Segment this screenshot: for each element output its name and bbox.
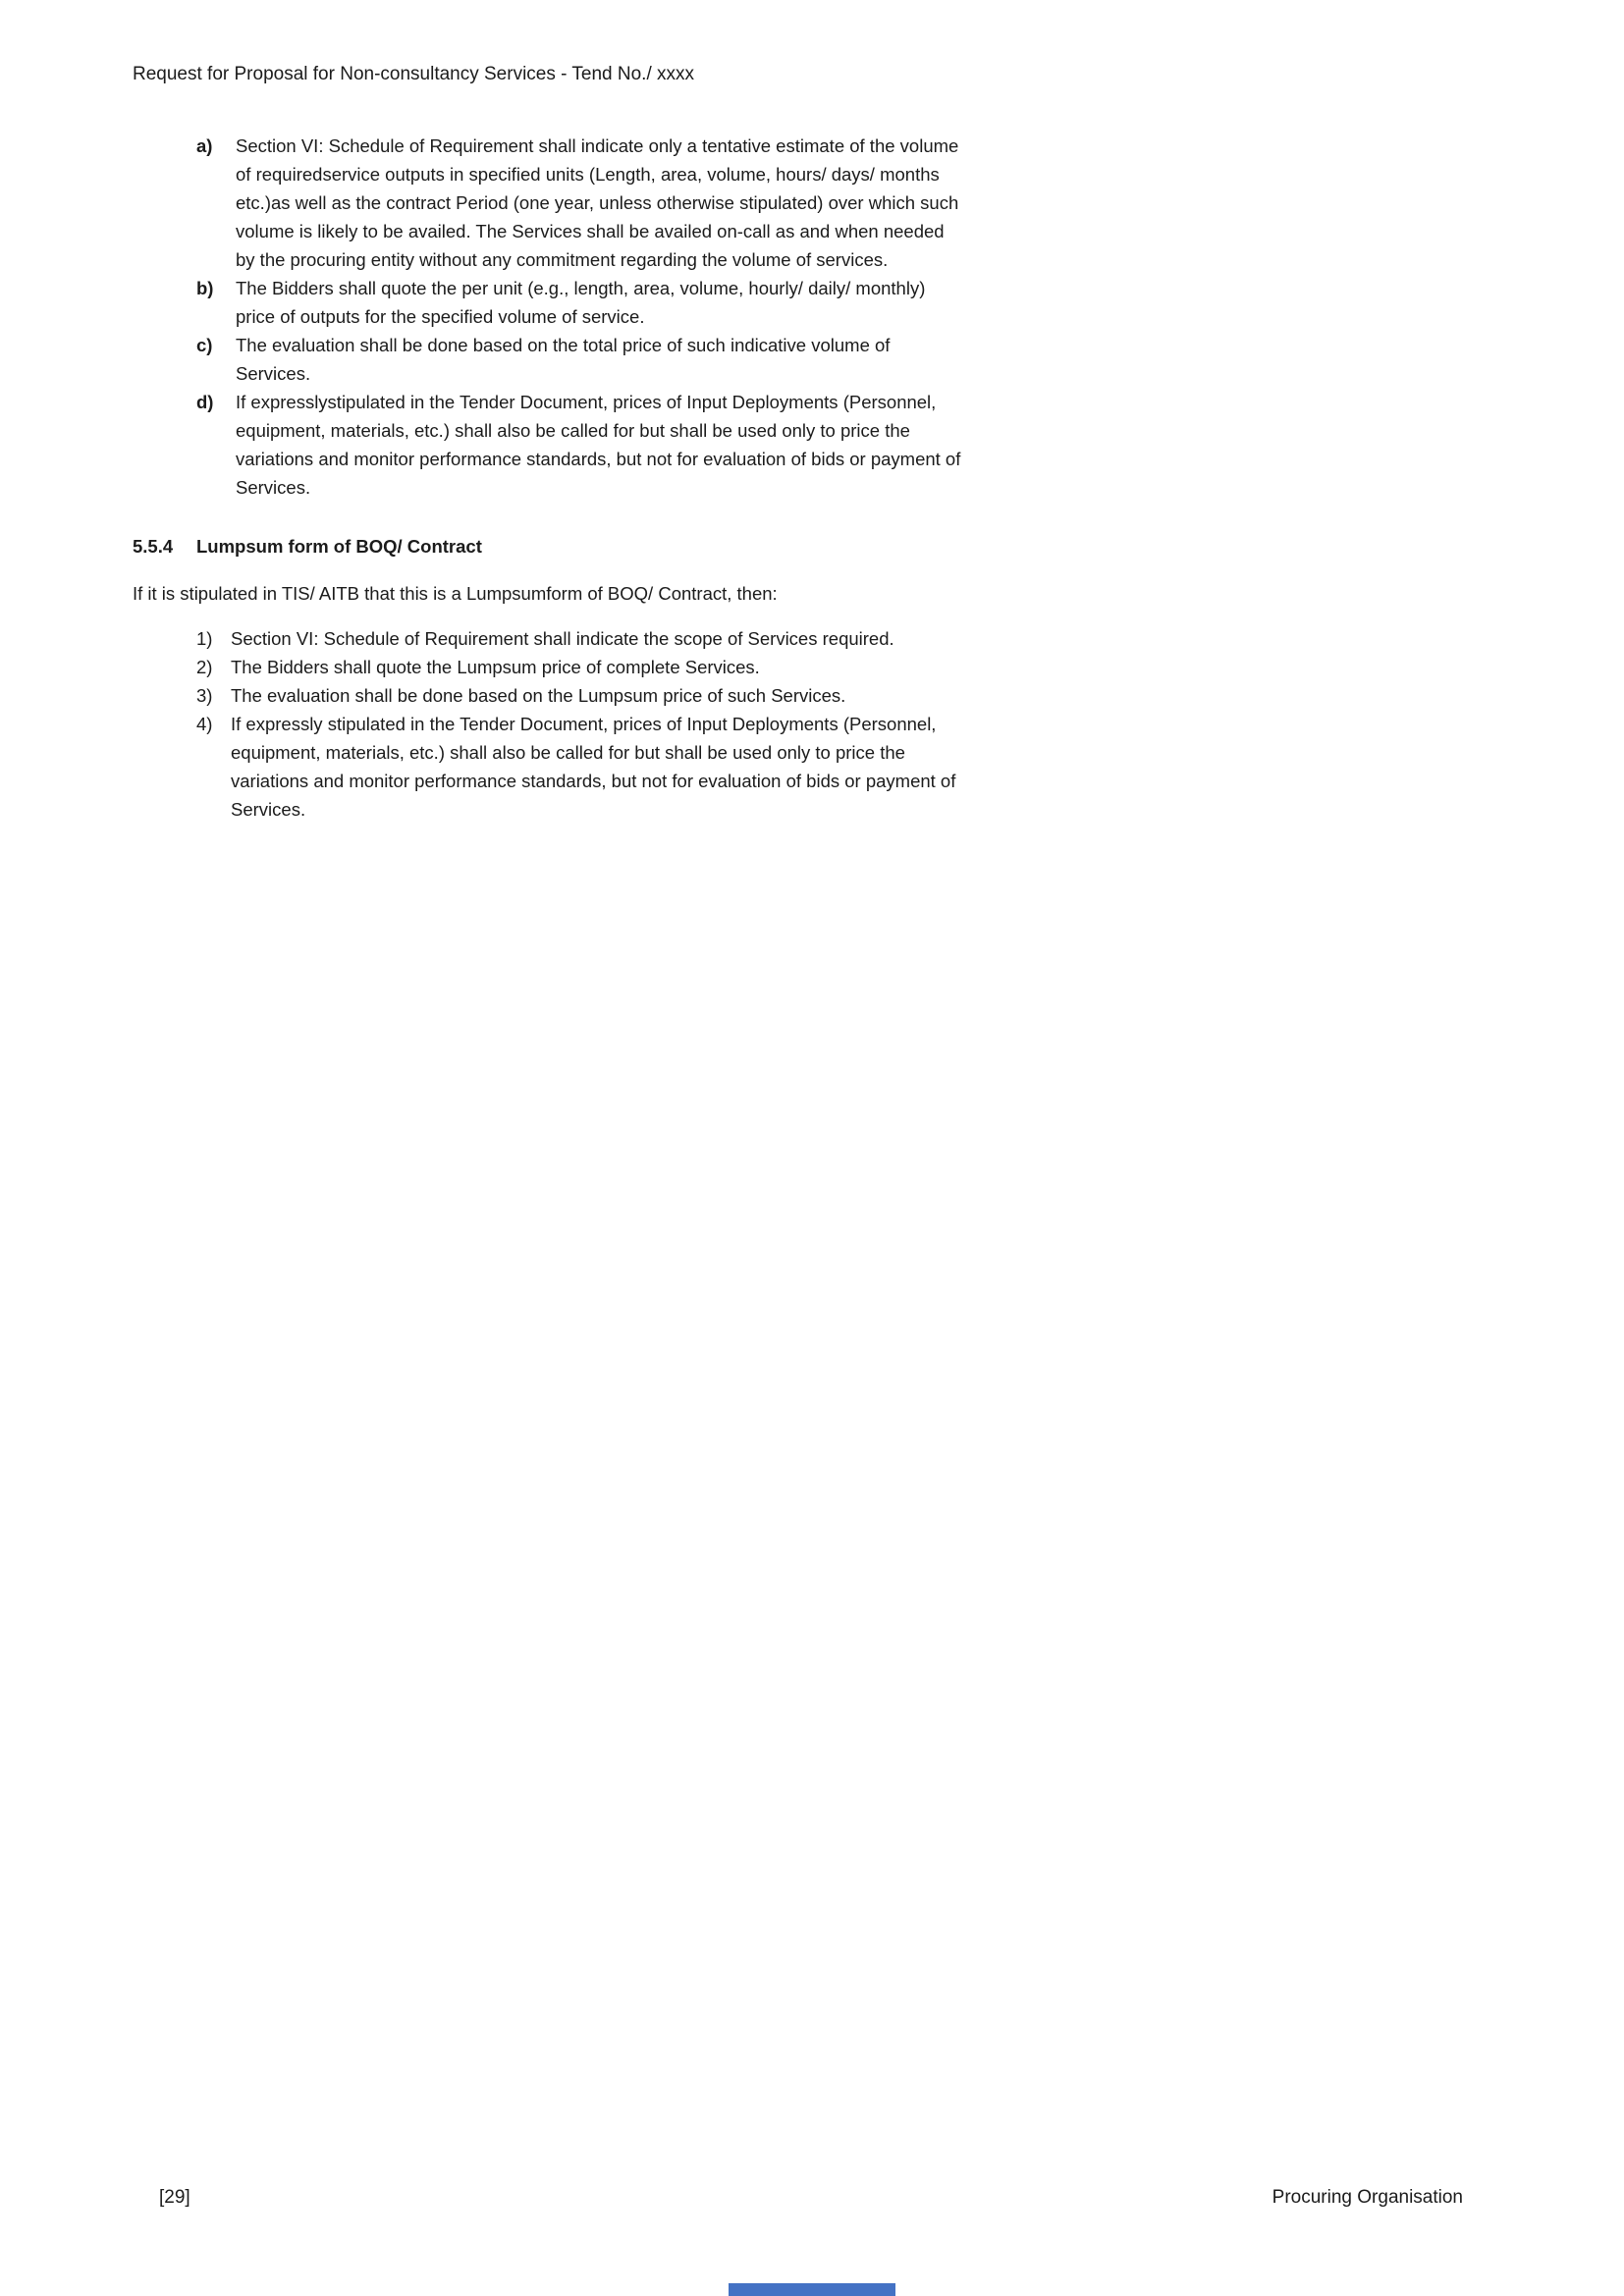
item-text: If expresslystipulated in the Tender Document, prices of Input Deployments (Personnel, equipment, materials, etc.) shall also be called for but shall be used only to price the variations and monitor performance standards, but not for evaluation of bids or payment of Services. xyxy=(236,392,961,498)
page-footer xyxy=(159,2186,1463,2210)
list-item-1 xyxy=(133,624,997,653)
item-text: The evaluation shall be done based on the total price of such indicative volume of Services. xyxy=(236,335,891,384)
item-marker: a) xyxy=(196,135,213,156)
numbered-list xyxy=(133,624,997,824)
list-item-c xyxy=(133,331,997,388)
section-number: 5.5.4 xyxy=(133,536,174,557)
item-marker: 3) xyxy=(196,685,213,706)
item-marker: c) xyxy=(196,335,213,355)
item-text: The Bidders shall quote the Lumpsum price of complete Services. xyxy=(231,657,760,677)
list-item-2 xyxy=(133,653,997,681)
item-text: Section VI: Schedule of Requirement shall indicate the scope of Services required. xyxy=(231,628,894,649)
bottom-accent-bar xyxy=(729,2283,895,2296)
list-item-3 xyxy=(133,681,997,710)
header-title: Request for Proposal for Non-consultancy Services - Tend No./ xxxx xyxy=(133,64,695,84)
intro-paragraph: If it is stipulated in TIS/ AITB that this is a Lumpsumform of BOQ/ Contract, then: xyxy=(133,583,778,604)
item-marker: b) xyxy=(196,278,214,298)
item-marker: 1) xyxy=(196,628,213,649)
section-title: Lumpsum form of BOQ/ Contract xyxy=(196,536,482,557)
item-text: The Bidders shall quote the per unit (e.g., length, area, volume, hourly/ daily/ monthly) price of outputs for the specified volume of service. xyxy=(236,278,926,327)
item-text: Section VI: Schedule of Requirement shall indicate only a tentative estimate of the volume of requiredservice outputs in specified units (Length, area, volume, hours/ days/ months etc.)as well as the contract Period (one year, unless otherwise stipulated) over which such volume is likely to be availed. The Services shall be availed on-call as and when needed by the procuring entity without any commitment regarding the volume of services. xyxy=(236,135,959,270)
document-body xyxy=(133,132,997,824)
list-item-a xyxy=(133,132,997,274)
list-item-b xyxy=(133,274,997,331)
list-item-4 xyxy=(133,710,997,824)
item-marker: d) xyxy=(196,392,214,412)
item-text: The evaluation shall be done based on the Lumpsum price of such Services. xyxy=(231,685,846,706)
item-marker: 4) xyxy=(196,714,213,734)
item-text: If expressly stipulated in the Tender Document, prices of Input Deployments (Personnel, equipment, materials, etc.) shall also be called for but shall be used only to price the variations and monitor performance standards, but not for evaluation of bids or payment of Services. xyxy=(231,714,956,820)
footer-organisation: Procuring Organisation xyxy=(1272,2187,1463,2208)
page-header xyxy=(133,63,694,86)
list-item-d xyxy=(133,388,997,502)
section-heading xyxy=(133,532,997,561)
lettered-list xyxy=(133,132,997,502)
page-number: [29] xyxy=(159,2187,190,2208)
item-marker: 2) xyxy=(196,657,213,677)
